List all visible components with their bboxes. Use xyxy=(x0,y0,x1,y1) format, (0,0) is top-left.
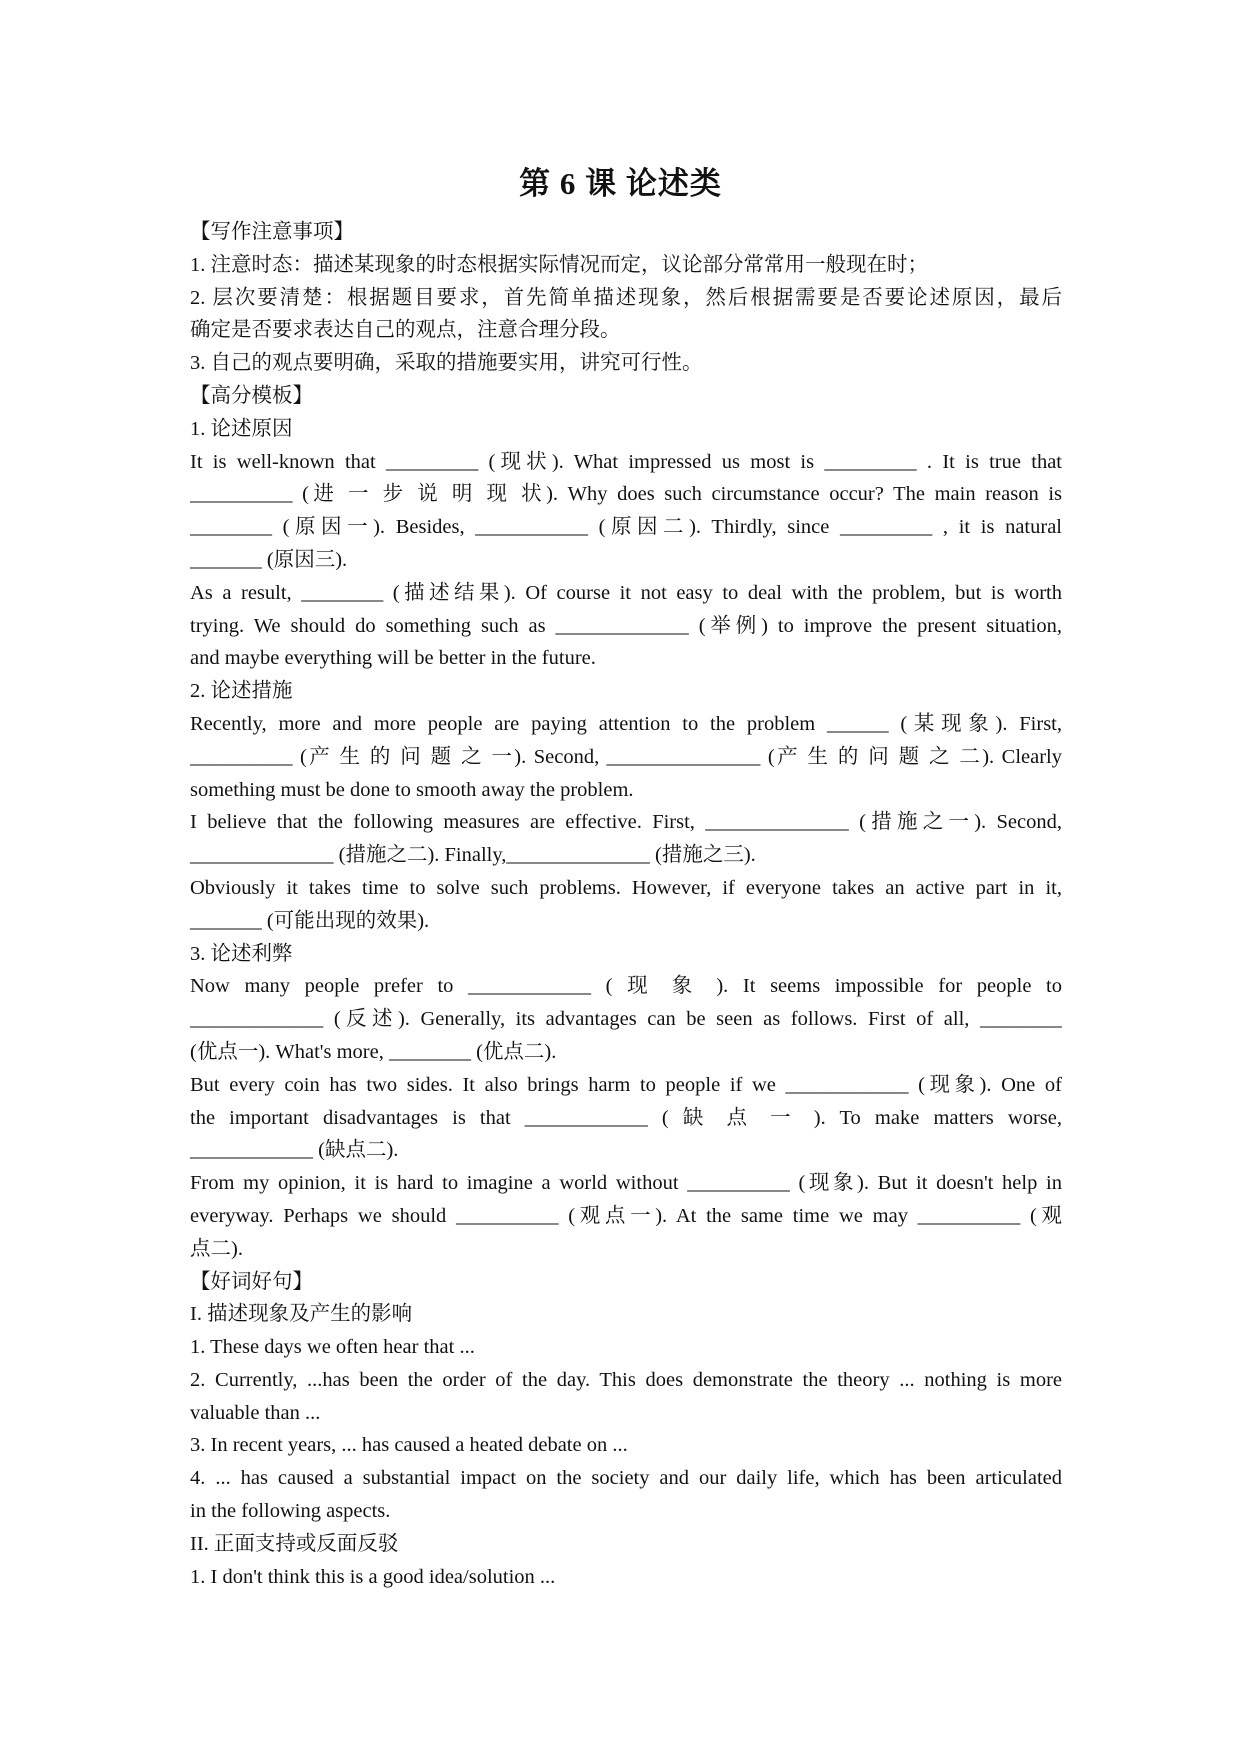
text-line: II. 正面支持或反面反驳 xyxy=(190,1532,399,1555)
text-line: 【写作注意事项】 xyxy=(190,221,354,243)
text-line: Now many people prefer to ____________ ( 现 象 ). It seems impossible for people to xyxy=(190,975,1062,998)
text-line: 【好词好句】 xyxy=(190,1270,313,1293)
text-line: _______ (可能出现的效果). xyxy=(190,909,430,932)
text-line: 确定是否要求表达自己的观点，注意合理分段。 xyxy=(190,319,621,342)
text-line: 4. ... has caused a substantial impact on the society and our daily life, which has been articulated xyxy=(190,1467,1062,1490)
text-line: But every coin has two sides. It also brings harm to people if we ____________ (现象). One of xyxy=(190,1073,1062,1096)
document-body xyxy=(190,216,1062,1593)
text-line: everyway. Perhaps we should __________ (观点一). At the same time we may __________ (观 xyxy=(190,1204,1062,1227)
text-line: 3. 自己的观点要明确，采取的措施要实用，讲究可行性。 xyxy=(190,352,703,375)
paragraph xyxy=(190,1298,1062,1331)
text-line: 2. 层次要清楚：根据题目要求，首先简单描述现象，然后根据需要是否要论述原因，最后 xyxy=(190,286,1062,309)
text-line: Obviously it takes time to solve such problems. However, if everyone takes an active part in it, xyxy=(190,876,1062,899)
text-line: 2. Currently, ...has been the order of the day. This does demonstrate the theory ... nothing is more xyxy=(190,1368,1062,1391)
text-line: As a result, ________ (描述结果). Of course it not easy to deal with the problem, but is worth xyxy=(190,581,1062,604)
paragraph xyxy=(190,1069,1062,1167)
paragraph xyxy=(190,282,1062,348)
text-line: 1. These days we often hear that ... xyxy=(190,1336,475,1359)
paragraph xyxy=(190,1364,1062,1430)
paragraph xyxy=(190,413,1062,446)
paragraph xyxy=(190,1429,1062,1462)
text-line: 1. I don't think this is a good idea/solution ... xyxy=(190,1565,556,1588)
text-line: 3. In recent years, ... has caused a heated debate on ... xyxy=(190,1434,628,1457)
paragraph xyxy=(190,872,1062,938)
text-line: __________ (进 一 步 说 明 现 状). Why does such circumstance occur? The main reason is xyxy=(190,483,1062,506)
text-line: 1. 注意时态：描述某现象的时态根据实际情况而定，议论部分常常用一般现在时； xyxy=(190,253,928,276)
text-line: ____________ (缺点二). xyxy=(190,1139,399,1162)
text-line: _____________ (反述). Generally, its advantages can be seen as follows. First of all, ________ xyxy=(190,1008,1062,1031)
text-line: and maybe everything will be better in the future. xyxy=(190,647,596,670)
text-line: 点二). xyxy=(190,1237,243,1260)
paragraph xyxy=(190,216,1062,249)
paragraph xyxy=(190,446,1062,577)
text-line: __________ (产 生 的 问 题 之 一). Second, _______________ (产 生 的 问 题 之 二). Clearly xyxy=(190,745,1062,768)
paragraph xyxy=(190,1528,1062,1561)
text-line: the important disadvantages is that ____________ ( 缺 点 一 ). To make matters worse, xyxy=(190,1106,1062,1129)
paragraph xyxy=(190,938,1062,971)
text-line: From my opinion, it is hard to imagine a world without __________ (现象). But it doesn't help in xyxy=(190,1172,1062,1195)
paragraph xyxy=(190,970,1062,1068)
text-line: I believe that the following measures are effective. First, ______________ (措施之一). Second, xyxy=(190,811,1062,834)
text-line: 2. 论述措施 xyxy=(190,680,293,703)
text-line: 1. 论述原因 xyxy=(190,417,293,440)
page-title: 第 6 课 论述类 xyxy=(519,166,722,201)
paragraph xyxy=(190,380,1062,413)
text-line: (优点一). What's more, ________ (优点二). xyxy=(190,1040,557,1063)
text-line: 3. 论述利弊 xyxy=(190,942,293,965)
paragraph xyxy=(190,577,1062,675)
paragraph xyxy=(190,708,1062,806)
text-line: _______ (原因三). xyxy=(190,548,348,571)
text-line: ______________ (措施之二). Finally,______________ (措施之三). xyxy=(190,844,756,867)
text-line: ________ (原因一). Besides, ___________ (原因二). Thirdly, since _________ , it is natural xyxy=(190,516,1062,539)
text-line: 【高分模板】 xyxy=(190,384,313,407)
text-line: something must be done to smooth away the problem. xyxy=(190,778,634,801)
paragraph xyxy=(190,675,1062,708)
paragraph xyxy=(190,249,1062,282)
text-line: I. 描述现象及产生的影响 xyxy=(190,1303,413,1326)
text-line: in the following aspects. xyxy=(190,1500,391,1523)
text-line: Recently, more and more people are paying attention to the problem ______ (某现象). First, xyxy=(190,712,1062,735)
paragraph xyxy=(190,1462,1062,1528)
paragraph xyxy=(190,347,1062,380)
paragraph xyxy=(190,1167,1062,1265)
paragraph xyxy=(190,1561,1062,1594)
paragraph xyxy=(190,1266,1062,1299)
paragraph xyxy=(190,806,1062,872)
paragraph xyxy=(190,1331,1062,1364)
text-line: It is well-known that _________ (现状). What impressed us most is _________ . It is true that xyxy=(190,450,1062,473)
text-line: trying. We should do something such as _____________ (举例) to improve the present situation, xyxy=(190,614,1062,637)
text-line: valuable than ... xyxy=(190,1401,321,1424)
